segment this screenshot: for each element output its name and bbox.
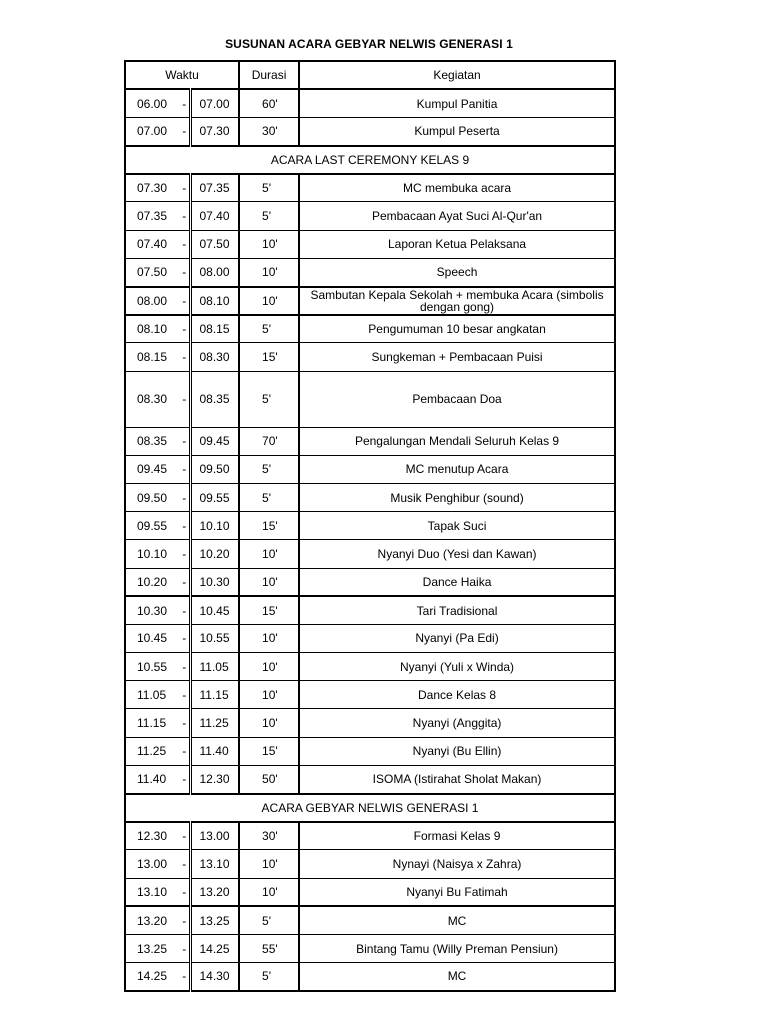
end-time: 13.00	[190, 822, 239, 850]
start-time: 07.00	[125, 117, 180, 145]
end-time: 10.30	[190, 568, 239, 596]
table-row	[125, 258, 615, 286]
time-separator: -	[180, 540, 190, 568]
table-row	[125, 681, 615, 709]
duration: 10'	[239, 230, 299, 258]
start-time: 14.25	[125, 963, 180, 991]
time-separator: -	[180, 765, 190, 793]
activity: Nyanyi (Yuli x Winda)	[299, 653, 615, 681]
time-separator: -	[180, 315, 190, 343]
time-separator: -	[180, 906, 190, 934]
table-row	[125, 737, 615, 765]
table-row	[125, 596, 615, 624]
start-time: 10.55	[125, 653, 180, 681]
time-separator: -	[180, 117, 190, 145]
header-kegiatan: Kegiatan	[299, 61, 615, 89]
start-time: 12.30	[125, 822, 180, 850]
start-time: 13.10	[125, 878, 180, 906]
end-time: 08.30	[190, 343, 239, 371]
start-time: 13.20	[125, 906, 180, 934]
end-time: 08.10	[190, 287, 239, 315]
table-row	[125, 371, 615, 427]
table-row	[125, 315, 615, 343]
activity: Musik Penghibur (sound)	[299, 483, 615, 511]
table-row	[125, 624, 615, 652]
time-separator: -	[180, 202, 190, 230]
end-time: 14.25	[190, 934, 239, 962]
duration: 5'	[239, 963, 299, 991]
time-separator: -	[180, 89, 190, 117]
duration: 5'	[239, 174, 299, 202]
start-time: 08.15	[125, 343, 180, 371]
duration: 15'	[239, 596, 299, 624]
end-time: 10.55	[190, 624, 239, 652]
end-time: 10.45	[190, 596, 239, 624]
header-waktu: Waktu	[125, 61, 239, 89]
activity: Nyanyi Bu Fatimah	[299, 878, 615, 906]
schedule-table	[124, 60, 616, 992]
table-row	[125, 343, 615, 371]
time-separator: -	[180, 287, 190, 315]
end-time: 10.10	[190, 512, 239, 540]
activity: Formasi Kelas 9	[299, 822, 615, 850]
duration: 15'	[239, 512, 299, 540]
activity: Sambutan Kepala Sekolah + membuka Acara (simbolis dengan gong)	[299, 287, 615, 315]
time-separator: -	[180, 624, 190, 652]
start-time: 11.05	[125, 681, 180, 709]
end-time: 08.00	[190, 258, 239, 286]
time-separator: -	[180, 483, 190, 511]
end-time: 11.05	[190, 653, 239, 681]
time-separator: -	[180, 653, 190, 681]
activity: Nyanyi (Bu Ellin)	[299, 737, 615, 765]
start-time: 10.20	[125, 568, 180, 596]
table-row	[125, 455, 615, 483]
activity: Nyanyi (Anggita)	[299, 709, 615, 737]
end-time: 11.15	[190, 681, 239, 709]
table-row	[125, 174, 615, 202]
activity: Pengalungan Mendali Seluruh Kelas 9	[299, 427, 615, 455]
activity: Dance Kelas 8	[299, 681, 615, 709]
duration: 10'	[239, 258, 299, 286]
duration: 10'	[239, 681, 299, 709]
start-time: 08.30	[125, 371, 180, 427]
time-separator: -	[180, 568, 190, 596]
duration: 60'	[239, 89, 299, 117]
section-row	[125, 146, 615, 174]
time-separator: -	[180, 512, 190, 540]
time-separator: -	[180, 343, 190, 371]
duration: 30'	[239, 822, 299, 850]
start-time: 10.45	[125, 624, 180, 652]
duration: 10'	[239, 709, 299, 737]
duration: 5'	[239, 483, 299, 511]
duration: 5'	[239, 455, 299, 483]
end-time: 09.55	[190, 483, 239, 511]
start-time: 10.10	[125, 540, 180, 568]
start-time: 13.25	[125, 934, 180, 962]
duration: 5'	[239, 202, 299, 230]
end-time: 13.25	[190, 906, 239, 934]
table-row	[125, 963, 615, 991]
table-row	[125, 540, 615, 568]
duration: 70'	[239, 427, 299, 455]
duration: 30'	[239, 117, 299, 145]
end-time: 07.00	[190, 89, 239, 117]
start-time: 13.00	[125, 850, 180, 878]
end-time: 12.30	[190, 765, 239, 793]
time-separator: -	[180, 709, 190, 737]
activity: Pembacaan Doa	[299, 371, 615, 427]
table-row	[125, 483, 615, 511]
time-separator: -	[180, 737, 190, 765]
start-time: 09.50	[125, 483, 180, 511]
duration: 10'	[239, 568, 299, 596]
activity: Tapak Suci	[299, 512, 615, 540]
end-time: 11.40	[190, 737, 239, 765]
table-row	[125, 512, 615, 540]
end-time: 10.20	[190, 540, 239, 568]
table-row	[125, 117, 615, 145]
start-time: 09.55	[125, 512, 180, 540]
table-row	[125, 653, 615, 681]
document-title: SUSUNAN ACARA GEBYAR NELWIS GENERASI 1	[225, 37, 513, 51]
start-time: 07.50	[125, 258, 180, 286]
end-time: 08.35	[190, 371, 239, 427]
time-separator: -	[180, 934, 190, 962]
activity: Kumpul Panitia	[299, 89, 615, 117]
activity: MC menutup Acara	[299, 455, 615, 483]
activity: Dance Haika	[299, 568, 615, 596]
table-row	[125, 878, 615, 906]
activity: ISOMA (Istirahat Sholat Makan)	[299, 765, 615, 793]
start-time: 09.45	[125, 455, 180, 483]
time-separator: -	[180, 878, 190, 906]
start-time: 10.30	[125, 596, 180, 624]
table-row	[125, 230, 615, 258]
activity: Nyanyi (Pa Edi)	[299, 624, 615, 652]
start-time: 08.35	[125, 427, 180, 455]
start-time: 07.40	[125, 230, 180, 258]
duration: 10'	[239, 540, 299, 568]
start-time: 08.10	[125, 315, 180, 343]
end-time: 07.30	[190, 117, 239, 145]
activity: Nynayi (Naisya x Zahra)	[299, 850, 615, 878]
activity: Pengumuman 10 besar angkatan	[299, 315, 615, 343]
duration: 10'	[239, 850, 299, 878]
time-separator: -	[180, 427, 190, 455]
table-row	[125, 89, 615, 117]
duration: 15'	[239, 737, 299, 765]
time-separator: -	[180, 371, 190, 427]
time-separator: -	[180, 455, 190, 483]
table-row	[125, 822, 615, 850]
start-time: 11.40	[125, 765, 180, 793]
duration: 10'	[239, 624, 299, 652]
end-time: 07.50	[190, 230, 239, 258]
start-time: 07.30	[125, 174, 180, 202]
header-durasi: Durasi	[239, 61, 299, 89]
activity: MC membuka acara	[299, 174, 615, 202]
duration: 15'	[239, 343, 299, 371]
time-separator: -	[180, 596, 190, 624]
start-time: 11.15	[125, 709, 180, 737]
section-gebyar: ACARA GEBYAR NELWIS GENERASI 1	[125, 794, 615, 822]
table-row	[125, 202, 615, 230]
time-separator: -	[180, 174, 190, 202]
activity: Tari Tradisional	[299, 596, 615, 624]
section-last-ceremony: ACARA LAST CEREMONY KELAS 9	[125, 146, 615, 174]
duration: 10'	[239, 287, 299, 315]
start-time: 06.00	[125, 89, 180, 117]
table-row	[125, 568, 615, 596]
activity: MC	[299, 963, 615, 991]
activity: Nyanyi Duo (Yesi dan Kawan)	[299, 540, 615, 568]
duration: 10'	[239, 878, 299, 906]
duration: 5'	[239, 315, 299, 343]
time-separator: -	[180, 963, 190, 991]
end-time: 14.30	[190, 963, 239, 991]
duration: 55'	[239, 934, 299, 962]
duration: 10'	[239, 653, 299, 681]
time-separator: -	[180, 850, 190, 878]
activity: Laporan Ketua Pelaksana	[299, 230, 615, 258]
start-time: 08.00	[125, 287, 180, 315]
table-row	[125, 850, 615, 878]
duration: 5'	[239, 371, 299, 427]
time-separator: -	[180, 230, 190, 258]
start-time: 07.35	[125, 202, 180, 230]
activity: Kumpul Peserta	[299, 117, 615, 145]
end-time: 13.10	[190, 850, 239, 878]
table-row	[125, 287, 615, 315]
section-row	[125, 794, 615, 822]
activity: Pembacaan Ayat Suci Al-Qur'an	[299, 202, 615, 230]
table-row	[125, 906, 615, 934]
end-time: 07.40	[190, 202, 239, 230]
table-header-row	[125, 61, 615, 89]
end-time: 09.45	[190, 427, 239, 455]
activity: MC	[299, 906, 615, 934]
end-time: 11.25	[190, 709, 239, 737]
time-separator: -	[180, 258, 190, 286]
table-row	[125, 934, 615, 962]
activity: Speech	[299, 258, 615, 286]
end-time: 07.35	[190, 174, 239, 202]
time-separator: -	[180, 822, 190, 850]
duration: 5'	[239, 906, 299, 934]
activity: Bintang Tamu (Willy Preman Pensiun)	[299, 934, 615, 962]
table-row	[125, 427, 615, 455]
end-time: 13.20	[190, 878, 239, 906]
table-row	[125, 709, 615, 737]
table-row	[125, 765, 615, 793]
end-time: 08.15	[190, 315, 239, 343]
start-time: 11.25	[125, 737, 180, 765]
time-separator: -	[180, 681, 190, 709]
end-time: 09.50	[190, 455, 239, 483]
duration: 50'	[239, 765, 299, 793]
activity: Sungkeman + Pembacaan Puisi	[299, 343, 615, 371]
